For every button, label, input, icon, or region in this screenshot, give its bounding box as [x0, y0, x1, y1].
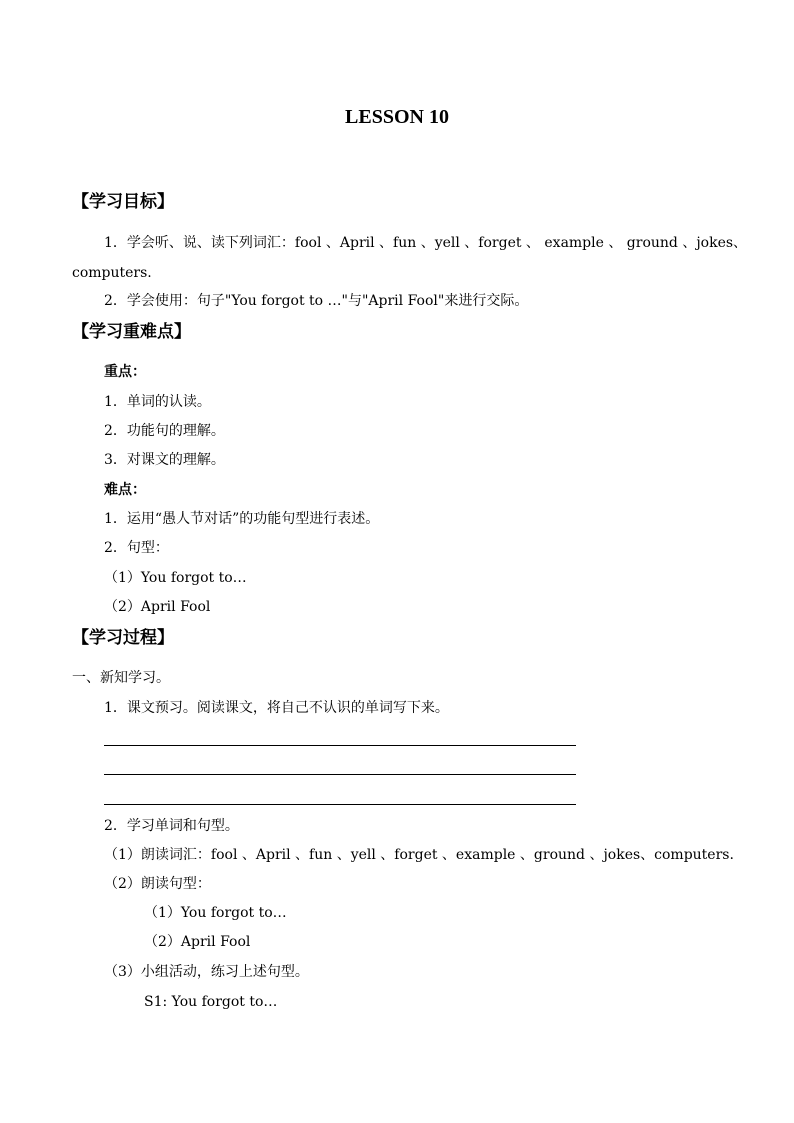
focus-label: 重点： — [104, 364, 146, 380]
objectives-item-1-continued: computers. — [72, 265, 152, 281]
sub-step-2-item-1: （1）You forgot to… — [144, 905, 287, 921]
objectives-item-2: 2．学会使用：句子"You forgot to …"与"April Fool"来进行交际。 — [104, 293, 529, 309]
answer-line-3[interactable] — [104, 804, 576, 805]
step-1: 1．课文预习。阅读课文，将自己不认识的单词写下来。 — [104, 700, 449, 716]
difficulty-item-2: 2．句型： — [104, 540, 169, 556]
focus-item-1: 1．单词的认读。 — [104, 394, 211, 410]
lesson-title: LESSON 10 — [345, 106, 449, 128]
key-points-heading: 【学习重难点】 — [72, 322, 191, 342]
focus-item-2: 2．功能句的理解。 — [104, 423, 225, 439]
answer-line-2[interactable] — [104, 774, 576, 775]
difficulty-label: 难点： — [104, 482, 146, 498]
pattern-2: （2）April Fool — [104, 599, 211, 615]
part-1-title: 一、新知学习。 — [72, 670, 170, 686]
difficulty-item-1: 1．运用“愚人节对话”的功能句型进行表述。 — [104, 511, 380, 527]
answer-line-1[interactable] — [104, 745, 576, 746]
sub-step-1: （1）朗读词汇：fool 、April 、fun 、yell 、forget 、example 、ground 、jokes、computers. — [104, 847, 734, 863]
pattern-1: （1）You forgot to… — [104, 570, 247, 586]
sub-step-2-item-2: （2）April Fool — [144, 934, 251, 950]
objectives-item-1: 1．学会听、说、读下列词汇：fool 、April 、fun 、yell 、forget 、 example 、 ground 、jokes、 — [104, 235, 748, 251]
sub-step-3: （3）小组活动，练习上述句型。 — [104, 964, 309, 980]
focus-item-3: 3．对课文的理解。 — [104, 452, 225, 468]
dialog-line: S1: You forgot to… — [144, 994, 278, 1010]
process-heading: 【学习过程】 — [72, 628, 174, 648]
sub-step-2: （2）朗读句型： — [104, 876, 211, 892]
objectives-heading: 【学习目标】 — [72, 192, 174, 212]
step-2: 2．学习单词和句型。 — [104, 818, 239, 834]
